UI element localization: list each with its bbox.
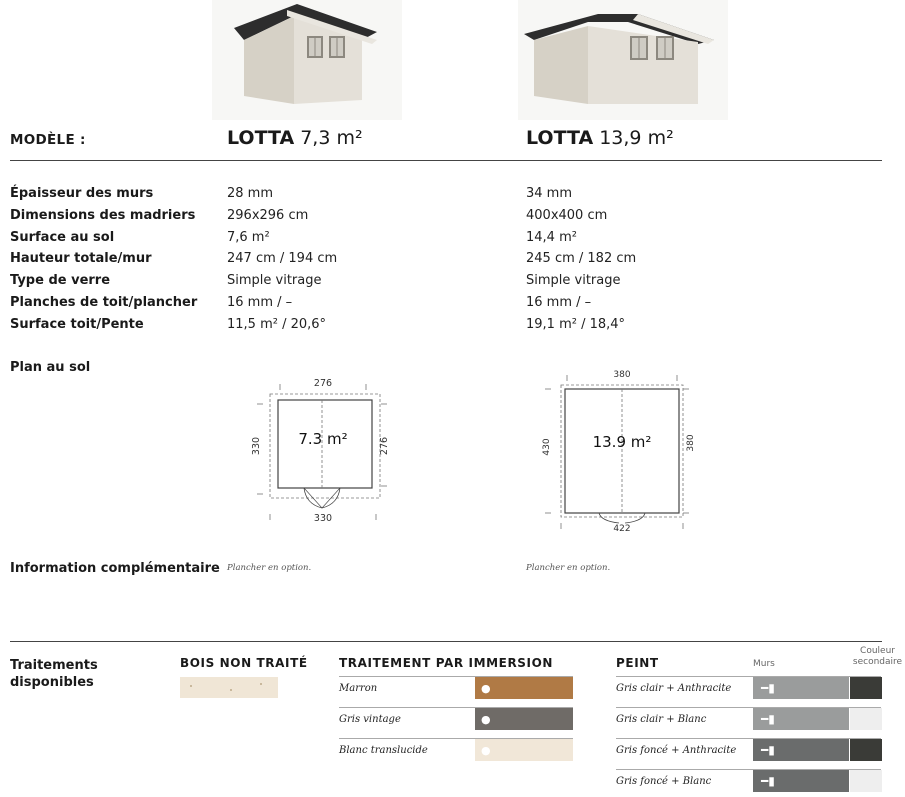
plan2-area: 13.9 m² <box>592 433 652 451</box>
info-note-1: Plancher en option. <box>227 563 312 573</box>
paint-brush-icon: ━▮ <box>761 743 775 757</box>
spec-value: 7,6 m² <box>227 229 270 245</box>
header-divider <box>10 160 882 161</box>
paint-walls-swatch <box>753 739 849 761</box>
model-1-name: LOTTA <box>227 127 295 149</box>
model-2-size: 13,9 m² <box>599 127 674 149</box>
paint-title: PEINT <box>616 656 659 670</box>
spec-label: Dimensions des madriers <box>10 207 196 223</box>
spec-value: 16 mm / – <box>526 294 592 310</box>
spec-value: 245 cm / 182 cm <box>526 251 637 267</box>
paint-option: Gris clair + Anthracite <box>616 683 732 694</box>
paint-secondary-swatch <box>850 770 882 792</box>
plan2-dim-right: 380 <box>686 434 696 452</box>
plan1-dim-right: 276 <box>379 436 390 456</box>
spec-value: 296x296 cm <box>227 207 309 223</box>
paint-brush-icon: ━▮ <box>761 681 775 695</box>
cabin-large-image <box>518 0 728 120</box>
spec-values-model-1 <box>227 186 337 339</box>
paint-option: Gris clair + Blanc <box>616 714 707 725</box>
cabin-small-image <box>212 0 402 120</box>
immersion-option-marron: Marron <box>339 683 378 694</box>
paint-brush-icon: ━▮ <box>761 712 775 726</box>
model-label: MODÈLE : <box>10 132 86 148</box>
spec-labels <box>10 186 197 339</box>
paint-col-secondary: Couleur secondaire <box>852 646 903 667</box>
droplet-icon: ● <box>481 682 491 695</box>
raw-wood-swatch <box>180 677 278 698</box>
spec-label: Planches de toit/plancher <box>10 294 198 310</box>
model-1-size: 7,3 m² <box>300 127 363 149</box>
spec-value: 11,5 m² / 20,6° <box>227 316 327 332</box>
spec-value: Simple vitrage <box>227 273 322 289</box>
spec-value: 28 mm <box>227 186 274 201</box>
spec-value: 14,4 m² <box>526 229 577 245</box>
spec-value: 247 cm / 194 cm <box>227 251 338 267</box>
spec-value: Simple vitrage <box>526 273 621 289</box>
floor-plan-small <box>245 370 405 530</box>
paint-walls-swatch <box>753 708 849 730</box>
paint-secondary-swatch <box>850 708 882 730</box>
model-2-title <box>526 127 674 149</box>
spec-label: Surface toit/Pente <box>10 316 144 332</box>
info-label: Information complémentaire <box>10 561 220 576</box>
treatments-label: Traitements disponibles <box>10 658 98 690</box>
paint-option: Gris foncé + Anthracite <box>616 745 737 756</box>
info-note-2: Plancher en option. <box>526 563 611 573</box>
spec-label: Hauteur totale/mur <box>10 251 152 267</box>
marron-swatch <box>475 677 573 699</box>
paint-walls-swatch <box>753 677 849 699</box>
treatments-divider <box>10 641 882 642</box>
spec-value: 34 mm <box>526 186 573 201</box>
paint-option: Gris foncé + Blanc <box>616 776 712 787</box>
spec-label: Surface au sol <box>10 229 115 245</box>
spec-value: 400x400 cm <box>526 207 608 223</box>
spec-label: Épaisseur des murs <box>10 186 154 201</box>
plan1-dim-left: 330 <box>251 436 262 456</box>
paint-walls-swatch <box>753 770 849 792</box>
immersion-option-blanc-translucide: Blanc translucide <box>339 745 428 756</box>
spec-values-model-2 <box>526 186 636 339</box>
gris-vintage-swatch <box>475 708 573 730</box>
raw-wood-title: BOIS NON TRAITÉ <box>180 656 308 670</box>
droplet-icon: ● <box>481 713 491 726</box>
spec-value: 16 mm / – <box>227 294 293 310</box>
immersion-option-gris-vintage: Gris vintage <box>339 714 401 725</box>
plan-label: Plan au sol <box>10 360 91 375</box>
blanc-translucide-swatch <box>475 739 573 761</box>
spec-value: 19,1 m² / 18,4° <box>526 316 626 332</box>
immersion-title: TRAITEMENT PAR IMMERSION <box>339 656 554 670</box>
plan1-dim-bottom: 330 <box>313 513 333 524</box>
plan2-dim-top: 380 <box>613 370 631 380</box>
plan2-dim-left: 430 <box>542 438 552 456</box>
floor-plan-large <box>537 365 707 540</box>
model-2-name: LOTTA <box>526 127 594 149</box>
paint-col-walls: Murs <box>753 659 775 669</box>
paint-brush-icon: ━▮ <box>761 774 775 788</box>
plan1-area: 7.3 m² <box>298 430 348 448</box>
spec-label: Type de verre <box>10 273 111 289</box>
plan2-dim-bottom: 422 <box>613 524 631 534</box>
plan1-dim-top: 276 <box>313 378 333 389</box>
paint-secondary-swatch <box>850 677 882 699</box>
model-1-title <box>227 127 363 149</box>
paint-secondary-swatch <box>850 739 882 761</box>
droplet-icon: ● <box>481 744 491 757</box>
